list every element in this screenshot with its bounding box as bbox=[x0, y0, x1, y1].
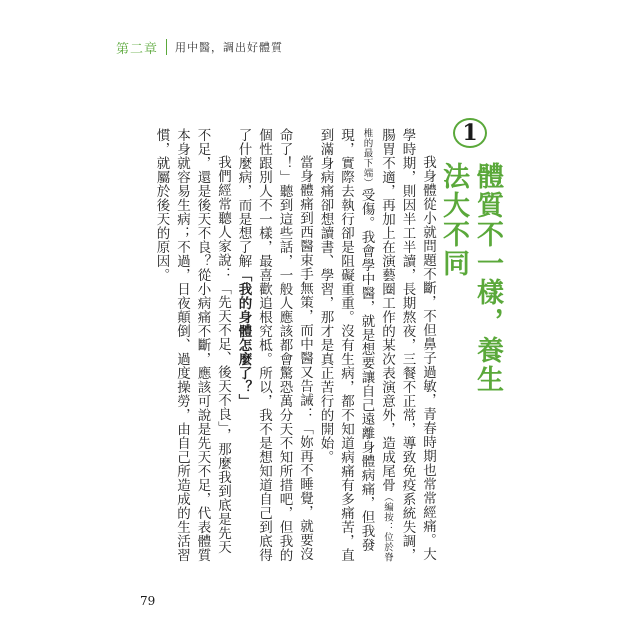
chapter-subtitle: 用中醫，調出好體質 bbox=[175, 41, 284, 54]
editor-note: （編按：位於脊椎的最下端） bbox=[361, 128, 393, 562]
header-divider bbox=[166, 39, 167, 55]
running-header bbox=[116, 38, 283, 56]
paragraph-2-text: 當身體痛到西醫束手無策，而中醫又告誡：「妳再不睡覺，就要沒命了！」聽到這些話，一般人應該都會驚恐萬分天不知所措吧，但我的個性跟別人不一樣，最喜歡追根究柢。所以，我不是想知道自己到底得了什麼病，而是想了解 bbox=[235, 128, 313, 562]
emphasis-quote: 「我的身體怎麼了？」 bbox=[235, 268, 252, 408]
chapter-label: 第二章 bbox=[116, 41, 159, 57]
page-number: 79 bbox=[140, 594, 156, 608]
paragraph-1-text-a: 我身體從小就問題不斷，不但鼻子過敏，青春時期也常常經痛。大學時期，則因半工半讀，長期熬夜，三餐不正常，導致免疫系統失調，腸胃不適，再加上在演藝圈工作的某次表演意外，造成尾骨 bbox=[379, 128, 436, 562]
paragraph-2 bbox=[233, 128, 315, 568]
section-number-badge: 1 bbox=[453, 118, 487, 148]
body-text bbox=[153, 128, 438, 568]
paragraph-1-text-b: 受傷。我會學中醫，就是想要讓自己遠離身體病痛，但我發現，實際去執行卻是阻礙重重。沒有生病，都不知道病痛有多痛苦，直到滿身病痛卻想讀書、學習，那才是真正苦行的開始。 bbox=[317, 128, 375, 562]
paragraph-1 bbox=[315, 128, 438, 568]
paragraph-3 bbox=[151, 128, 233, 568]
paragraph-3-text: 我們經常聽人家說：「先天不足、後天不良」，那麼我到底是先天不足，還是後天不良？從小病痛不斷，應該可說是先天不足，代表體質本身就容易生病；不過，日夜顛倒、過度操勞，由自己所造成的生活習慣，就屬於後天的原因。 bbox=[153, 128, 231, 562]
section-title: 體質不一樣，養生法大不同 bbox=[438, 162, 503, 394]
section-heading bbox=[438, 118, 503, 408]
